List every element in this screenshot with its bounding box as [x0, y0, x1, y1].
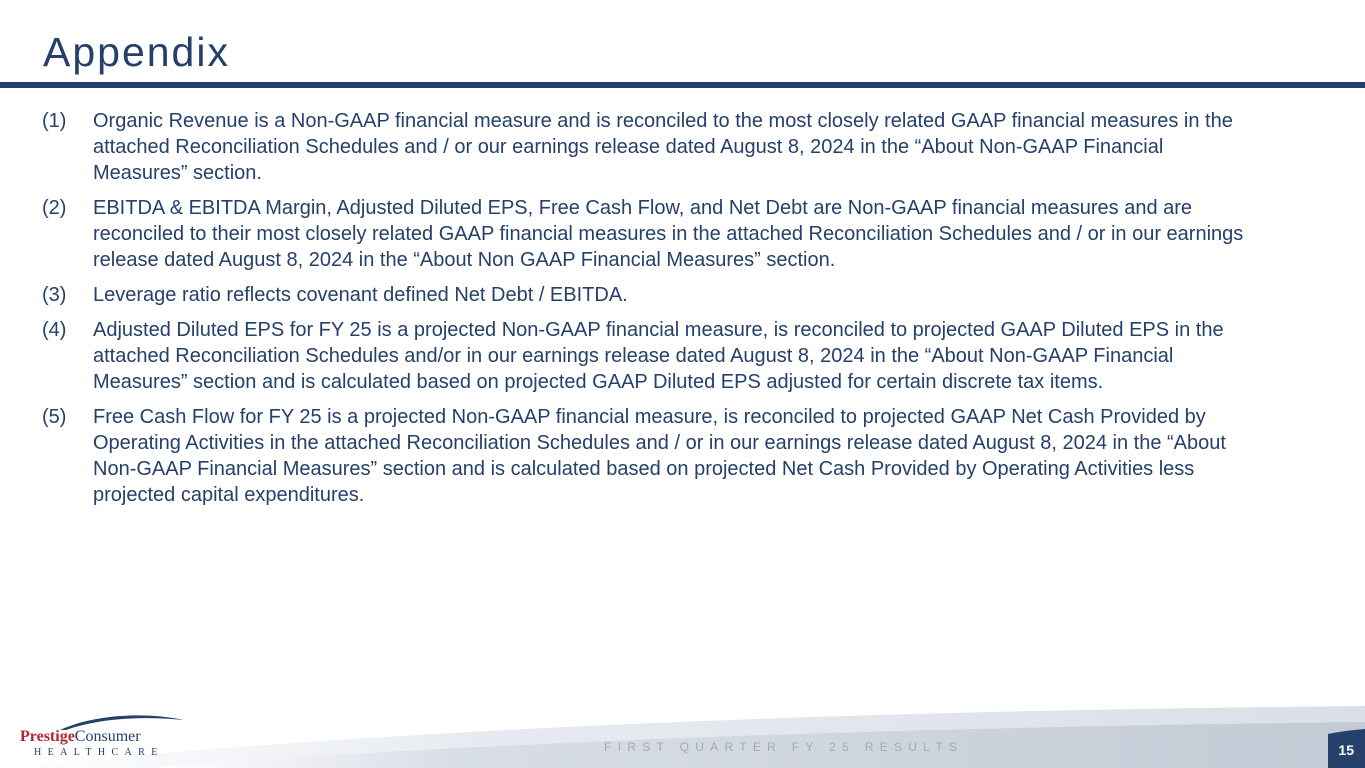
- page-number: 15: [1338, 742, 1354, 758]
- footnote-marker: (1): [42, 110, 67, 132]
- title-divider: [0, 82, 1365, 88]
- footer-text: FIRST QUARTER FY 25 RESULTS: [604, 740, 964, 754]
- footnote-item: [42, 195, 1257, 273]
- footnote-item: [42, 108, 1257, 186]
- footnote-item: [42, 317, 1257, 395]
- page-title: Appendix: [43, 29, 230, 75]
- footnote-item: [42, 282, 1257, 308]
- logo-wordmark: [20, 728, 141, 746]
- footnotes-list: [42, 108, 1257, 517]
- logo-product: Consumer: [74, 728, 141, 745]
- footnote-marker: (3): [42, 284, 67, 306]
- footnote-text: Organic Revenue is a Non-GAAP financial measure and is reconciled to the most closely related GAAP financial measures in the attached Reconciliation Schedules and / or our earnings release dated August 8, 2024 in the “About Non-GAAP Financial Measures” section.: [93, 110, 1233, 184]
- company-logo: [20, 712, 170, 762]
- footnote-text: EBITDA & EBITDA Margin, Adjusted Diluted EPS, Free Cash Flow, and Net Debt are Non-GAAP financial measures and are reconciled to their most closely related GAAP financial measures in the attached Reconciliation Schedules and / or in our earnings release dated August 8, 2024 in the “About Non GAAP Financial Measures” section.: [93, 197, 1244, 271]
- logo-brand: Prestige: [20, 728, 75, 745]
- footer-swoosh: [0, 698, 1365, 768]
- footnote-marker: (2): [42, 197, 67, 219]
- footnote-text: Adjusted Diluted EPS for FY 25 is a projected Non-GAAP financial measure, is reconciled to projected GAAP Diluted EPS in the attached Reconciliation Schedules and/or in our earnings release dated August 8, 2024 in the “About Non-GAAP Financial Measures” section and is calculated based on projected GAAP Diluted EPS adjusted for certain discrete tax items.: [93, 319, 1224, 393]
- footnote-item: [42, 404, 1257, 508]
- footnote-marker: (5): [42, 406, 67, 428]
- logo-subtitle: HEALTHCARE: [34, 747, 164, 758]
- footnote-text: Free Cash Flow for FY 25 is a projected Non-GAAP financial measure, is reconciled to projected GAAP Net Cash Provided by Operating Activities in the attached Reconciliation Schedules and / or in our earnings release dated August 8, 2024 in the “About Non-GAAP Financial Measures” section and is calculated based on projected Net Cash Provided by Operating Activities less projected capital expenditures.: [93, 406, 1226, 506]
- footnote-marker: (4): [42, 319, 67, 341]
- footnote-text: Leverage ratio reflects covenant defined Net Debt / EBITDA.: [93, 284, 628, 306]
